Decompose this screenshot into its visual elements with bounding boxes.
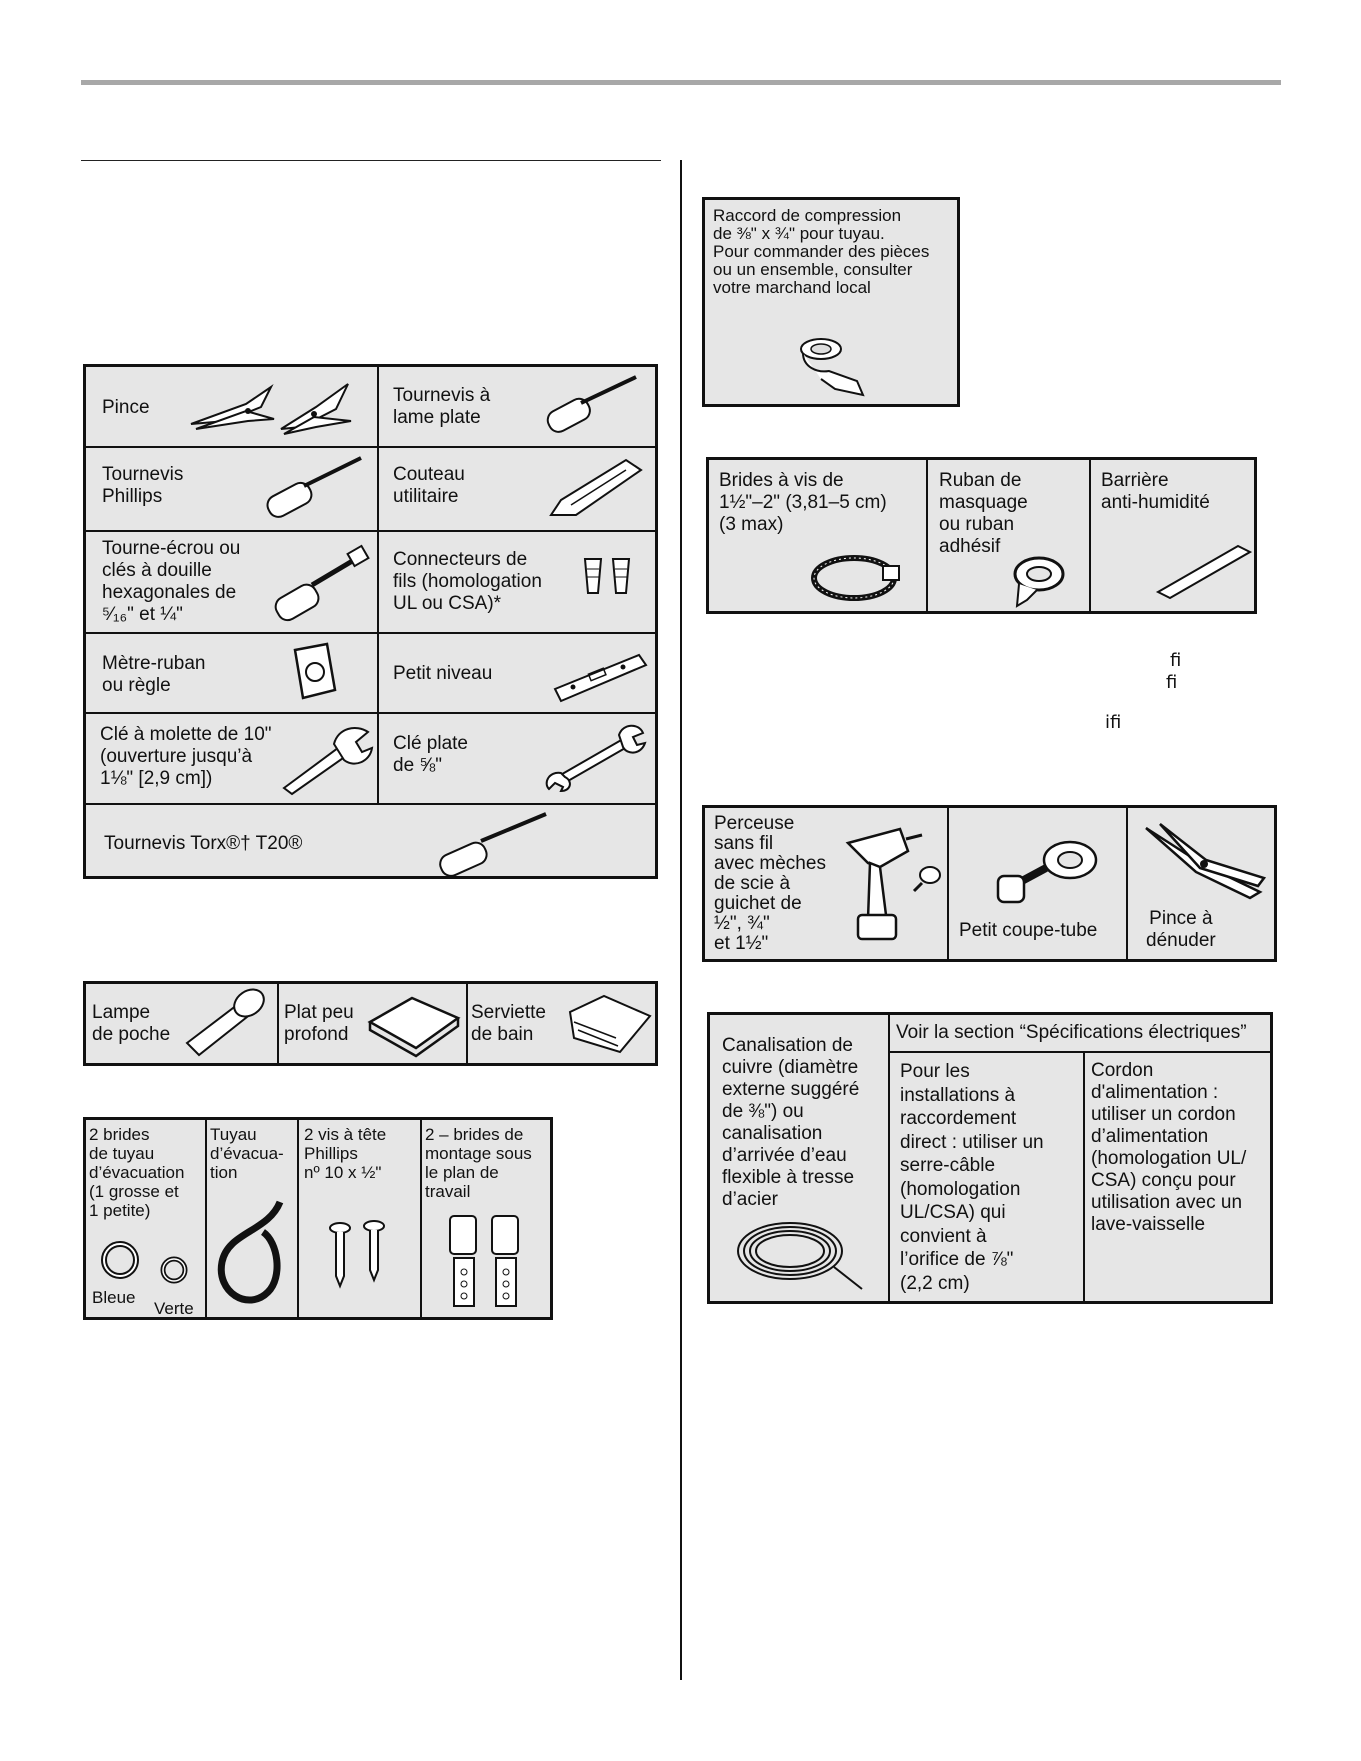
towel-label: Serviette de bain	[471, 1002, 546, 1045]
tape-roll-icon	[1009, 550, 1079, 610]
screw-clamp-icon	[809, 550, 909, 605]
flat-screwdriver-icon	[536, 375, 646, 440]
clamp-green-label: Verte	[154, 1299, 194, 1318]
copper-coil-icon	[730, 1215, 870, 1295]
bath-towel-icon	[564, 992, 654, 1060]
screws-label: 2 vis à tête Phillips nº 10 x ½"	[304, 1125, 387, 1182]
brackets-label: 2 – brides de montage sous le plan de travail	[425, 1125, 532, 1201]
torx-label: Tournevis Torx®† T20®	[104, 833, 303, 854]
water-electrical-table	[707, 1012, 1273, 1304]
power-cord-label: Cordon d'alimentation : utiliser un cordon d’alimentation (homologation UL/ CSA) conçu pour utilisation avec un lave-vaisselle	[1091, 1060, 1247, 1235]
flashlight-label: Lampe de poche	[92, 1002, 171, 1045]
level-icon	[551, 649, 651, 704]
flashlight-icon	[181, 987, 271, 1059]
screws-icon	[324, 1220, 394, 1290]
drill-label: Perceuse sans fil avec mèches de scie à guichet de ½", ¾" et 1½"	[714, 813, 826, 954]
section-rule	[81, 160, 661, 161]
copper-line-label: Canalisation de cuivre (diamètre externe suggéré de ⅜") ou canalisation d’arrivée d’eau flexible à tresse d’acier	[722, 1035, 860, 1210]
wire-stripper-label: Pince à dénuder	[1146, 908, 1216, 951]
household-items-table	[83, 981, 658, 1066]
tape-supply-label: Ruban de masquage ou ruban adhésif	[939, 470, 1028, 557]
direct-wire-label: Pour les installations à raccordement direct : utiliser un serre-câble (homologation UL/CSA) qui convient à l’orifice de ⅞" (2,2 cm)	[900, 1061, 1044, 1294]
shallow-pan-icon	[366, 992, 461, 1057]
drain-hose-label: Tuyau d’évacua- tion	[210, 1125, 284, 1182]
moisture-barrier-icon	[1154, 542, 1254, 602]
clamps-label: 2 brides de tuyau d’évacuation (1 grosse et 1 petite)	[89, 1125, 185, 1220]
tape-measure-label: Mètre-ruban ou règle	[102, 653, 206, 696]
stray-glyph: ﬁ	[1166, 672, 1178, 693]
moisture-barrier-label: Barrière anti-humidité	[1101, 470, 1210, 513]
power-tools-table	[702, 805, 1277, 962]
flat-screwdriver-label: Tournevis à lame plate	[393, 385, 491, 428]
pliers-label: Pince	[102, 397, 150, 418]
nut-driver-icon	[266, 545, 376, 620]
tape-measure-icon	[291, 642, 341, 702]
supplied-parts-table	[83, 1117, 553, 1320]
tube-cutter-icon	[990, 830, 1110, 910]
hose-clamps-supply-label: Brides à vis de 1½"–2" (3,81–5 cm) (3 max)	[719, 470, 887, 535]
mounting-brackets-icon	[446, 1212, 531, 1312]
open-wrench-label: Clé plate de ⅝"	[393, 733, 468, 776]
utility-knife-icon	[546, 455, 646, 520]
drain-hose-icon	[208, 1192, 296, 1310]
column-divider	[680, 160, 682, 1680]
adjustable-wrench-icon	[276, 722, 376, 797]
stray-glyph: iﬁ	[1105, 712, 1122, 733]
torx-screwdriver-icon	[431, 809, 556, 874]
nut-driver-label: Tourne-écrou ou clés à douille hexagonales de ⁵⁄₁₆" et ¼"	[102, 538, 241, 625]
compression-fitting-label: Raccord de compression de ⅜" x ¾" pour tuyau. Pour commander des pièces ou un ensemble, consulter votre marchand local	[713, 206, 930, 297]
adjustable-wrench-label: Clé à molette de 10" (ouverture jusqu’à 1⅛" [2,9 cm])	[100, 724, 272, 789]
level-label: Petit niveau	[393, 663, 493, 684]
phillips-label: Tournevis Phillips	[102, 464, 184, 507]
wire-connectors-icon	[581, 555, 641, 600]
clamp-blue-label: Bleue	[92, 1288, 136, 1307]
wire-connectors-label: Connecteurs de fils (homologation UL ou CSA)*	[393, 549, 542, 614]
pan-label: Plat peu profond	[284, 1002, 354, 1045]
wire-stripper-icon	[1140, 820, 1270, 905]
top-rule	[81, 80, 1281, 85]
open-wrench-icon	[541, 721, 646, 791]
tube-cutter-label: Petit coupe-tube	[959, 920, 1098, 941]
compression-fitting-icon	[795, 335, 875, 400]
supplies-table	[706, 457, 1257, 614]
pliers-icon	[186, 379, 356, 439]
utility-knife-label: Couteau utilitaire	[393, 464, 465, 507]
compression-fitting-box	[702, 197, 960, 407]
cordless-drill-icon	[840, 823, 945, 948]
tools-table	[83, 364, 658, 879]
stray-glyph: ﬁ	[1170, 650, 1182, 671]
hose-clamps-icon	[98, 1230, 198, 1290]
electrical-section-header: Voir la section “Spécifications électriques”	[896, 1022, 1247, 1043]
phillips-screwdriver-icon	[256, 453, 371, 523]
